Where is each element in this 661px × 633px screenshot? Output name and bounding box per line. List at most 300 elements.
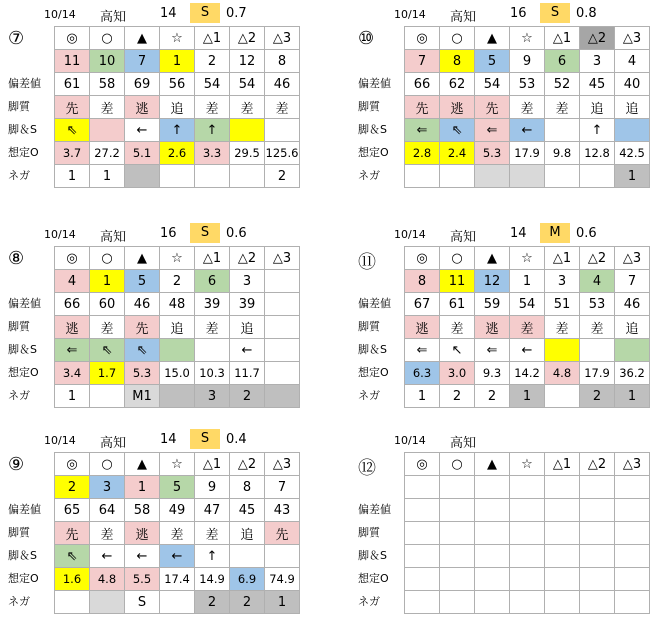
horse-number-cell: 3 [580,50,615,73]
arrow-cell [440,545,475,568]
odds-cell: 14.9 [195,568,230,591]
neg-cell [125,165,160,188]
arrow-cell [90,119,125,142]
symbol-cell: △1 [545,247,580,270]
style-cell: 差 [510,316,545,339]
neg-cell: 1 [615,165,650,188]
style-cell [265,316,300,339]
style-cell: 追 [160,96,195,119]
arrow-cell [405,545,440,568]
header-date: 10/14 [44,8,76,21]
neg-cell [580,591,615,614]
grid-row [405,96,650,119]
style-cell: 差 [545,96,580,119]
score-cell: 39 [195,293,230,316]
symbol-cell: ▲ [125,453,160,476]
odds-cell: 6.3 [405,362,440,385]
neg-cell [475,165,510,188]
horse-number-cell: 7 [265,476,300,499]
grid-row [405,591,650,614]
symbol-cell: ☆ [160,27,195,50]
symbol-cell: ○ [90,453,125,476]
header-ratio: 0.6 [576,226,597,241]
horse-number-cell: 1 [510,270,545,293]
symbol-cell: △3 [265,27,300,50]
arrow-cell: ⇐ [475,339,510,362]
neg-cell [405,165,440,188]
grid-row [55,316,300,339]
arrow-cell [545,545,580,568]
score-cell: 54 [230,73,265,96]
style-cell: 差 [160,522,195,545]
style-cell: 先 [265,522,300,545]
horse-number-cell [615,476,650,499]
score-cell: 66 [55,293,90,316]
symbol-cell: △1 [195,453,230,476]
style-cell: 追 [615,316,650,339]
symbol-cell: △3 [615,27,650,50]
header-ratio: 0.8 [576,6,597,21]
arrow-cell [195,339,230,362]
grid-row [55,270,300,293]
neg-cell [545,165,580,188]
neg-cell: 2 [195,591,230,614]
race-panel [8,222,318,427]
row-label: ネガ [358,389,380,402]
score-cell: 53 [580,293,615,316]
neg-cell: 1 [510,385,545,408]
arrow-cell: ⇖ [55,119,90,142]
label-spacer [358,475,404,498]
neg-cell: S [125,591,160,614]
horse-number-cell [405,476,440,499]
header-ratio: 0.7 [226,6,247,21]
odds-cell: 4.8 [545,362,580,385]
style-cell [510,522,545,545]
style-cell: 差 [195,96,230,119]
label-spacer [8,246,54,269]
header-count: 16 [160,226,177,241]
arrow-cell: ↑ [195,545,230,568]
odds-cell: 74.9 [265,568,300,591]
neg-cell [90,385,125,408]
label-spacer [8,475,54,498]
style-cell: 追 [615,96,650,119]
horse-number-cell: 12 [230,50,265,73]
odds-cell: 9.8 [545,142,580,165]
odds-cell: 2.8 [405,142,440,165]
grid-row [55,499,300,522]
odds-cell [475,568,510,591]
header-date: 10/14 [394,434,426,447]
odds-cell: 12.8 [580,142,615,165]
race-panel [358,222,661,427]
style-cell: 先 [125,316,160,339]
grid-row [55,568,300,591]
neg-cell [440,165,475,188]
horse-number-cell: 3 [230,270,265,293]
header-date: 10/14 [394,8,426,21]
score-cell: 49 [160,499,195,522]
grid-row [55,293,300,316]
style-cell: 追 [580,96,615,119]
odds-cell: 5.3 [125,362,160,385]
grid-row [405,50,650,73]
grid-row [405,522,650,545]
header-venue: 高知 [100,230,127,245]
style-cell: 差 [545,316,580,339]
style-cell: 差 [90,316,125,339]
row-label: 脚質 [8,320,30,333]
neg-cell: 2 [475,385,510,408]
row-labels [358,246,404,407]
score-cell [615,499,650,522]
style-cell: 差 [195,522,230,545]
row-labels [8,452,54,613]
horse-number-cell: 5 [125,270,160,293]
neg-cell: 2 [440,385,475,408]
row-label: 脚質 [8,526,30,539]
symbol-cell: ▲ [475,247,510,270]
row-label: 脚＆S [358,549,387,562]
race-grid [404,26,650,188]
arrow-cell [510,545,545,568]
grid-row [55,142,300,165]
symbol-cell: ▲ [475,27,510,50]
neg-cell [545,385,580,408]
symbol-cell: ◎ [55,247,90,270]
style-cell: 追 [230,522,265,545]
header-count: 14 [510,226,527,241]
neg-cell [160,591,195,614]
horse-number-cell: 9 [195,476,230,499]
score-cell [475,499,510,522]
grid-row [405,362,650,385]
symbol-cell: △1 [545,27,580,50]
score-cell: 45 [580,73,615,96]
grid-row [55,362,300,385]
style-cell [440,522,475,545]
horse-number-cell: 4 [615,50,650,73]
row-label: 脚＆S [8,549,37,562]
arrow-cell [265,119,300,142]
grid-row [55,165,300,188]
neg-cell: 2 [230,385,265,408]
race-panel [358,2,661,207]
symbol-cell: ○ [90,247,125,270]
neg-cell [90,591,125,614]
symbol-cell: ▲ [475,453,510,476]
horse-number-cell: 6 [195,270,230,293]
symbol-cell: ○ [440,453,475,476]
symbol-cell: △3 [615,453,650,476]
grid-row [55,591,300,614]
score-cell: 39 [230,293,265,316]
odds-cell: 2.4 [440,142,475,165]
odds-cell: 1.7 [90,362,125,385]
score-cell: 46 [265,73,300,96]
neg-cell [265,385,300,408]
grid-row [55,119,300,142]
label-spacer [8,26,54,49]
row-label: ネガ [8,169,30,182]
neg-cell: 1 [405,385,440,408]
odds-cell [440,568,475,591]
header-ratio: 0.4 [226,432,247,447]
symbol-cell: ○ [440,247,475,270]
row-label: 偏差値 [358,297,391,310]
arrow-cell: ← [125,545,160,568]
arrow-cell: ← [510,119,545,142]
style-cell [545,522,580,545]
horse-number-cell: 4 [580,270,615,293]
arrow-cell: ⇖ [125,339,160,362]
row-label: 脚質 [358,100,380,113]
race-panel [8,428,318,633]
symbol-cell: △3 [265,247,300,270]
odds-cell: 17.9 [580,362,615,385]
row-label: 偏差値 [358,77,391,90]
neg-cell [405,591,440,614]
header-pace [540,429,570,449]
style-cell [405,522,440,545]
arrow-cell [230,545,265,568]
arrow-cell: ↑ [580,119,615,142]
score-cell: 43 [265,499,300,522]
style-cell: 逃 [55,316,90,339]
label-spacer [358,49,404,72]
panel-header [8,428,318,450]
horse-number-cell: 4 [55,270,90,293]
grid-row [405,119,650,142]
horse-number-cell: 7 [125,50,160,73]
row-label: 脚＆S [8,343,37,356]
neg-cell: 1 [90,165,125,188]
odds-cell: 15.0 [160,362,195,385]
score-cell: 62 [440,73,475,96]
row-label: 偏差値 [8,77,41,90]
arrow-cell [615,119,650,142]
row-label: 脚＆S [8,123,37,136]
horse-number-cell: 9 [510,50,545,73]
symbol-cell: ▲ [125,27,160,50]
style-cell: 追 [230,316,265,339]
row-label: 偏差値 [8,503,41,516]
row-label: 脚質 [358,320,380,333]
odds-cell: 27.2 [90,142,125,165]
score-cell: 51 [545,293,580,316]
grid-row [405,165,650,188]
race-panel [358,428,661,633]
horse-number-cell: 8 [265,50,300,73]
odds-cell: 3.0 [440,362,475,385]
row-label: 脚質 [358,526,380,539]
odds-cell: 11.7 [230,362,265,385]
grid-row [55,476,300,499]
odds-cell: 10.3 [195,362,230,385]
race-grid [54,452,300,614]
neg-cell: 1 [55,385,90,408]
arrow-cell: ⇖ [90,339,125,362]
horse-number-cell [580,476,615,499]
grid-row [55,453,300,476]
row-label: ネガ [358,169,380,182]
score-cell [545,499,580,522]
row-label: 想定O [8,572,39,585]
neg-cell [475,591,510,614]
horse-number-cell: 10 [90,50,125,73]
race-panel [8,2,318,207]
arrow-cell [160,339,195,362]
score-cell: 47 [195,499,230,522]
grid-row [405,247,650,270]
header-date: 10/14 [44,434,76,447]
grid-row [405,476,650,499]
symbol-cell: △1 [195,247,230,270]
row-label: 脚＆S [358,343,387,356]
race-grid [54,26,300,188]
score-cell [265,293,300,316]
grid-row [405,270,650,293]
symbol-cell: △2 [580,247,615,270]
odds-cell [405,568,440,591]
odds-cell [265,362,300,385]
horse-number-cell: 1 [90,270,125,293]
style-cell: 逃 [440,96,475,119]
style-cell [475,522,510,545]
symbol-cell: △2 [230,27,265,50]
score-cell [580,499,615,522]
row-label: ネガ [358,595,380,608]
race-number: ⑫ [358,458,376,479]
neg-cell: 1 [615,385,650,408]
score-cell [440,499,475,522]
horse-number-cell: 5 [160,476,195,499]
panel-header [8,222,318,244]
header-count: 14 [160,432,177,447]
symbol-cell: ◎ [55,27,90,50]
panel-header [358,428,661,450]
race-number: ⑨ [8,454,25,475]
symbol-cell: ☆ [510,247,545,270]
odds-cell: 4.8 [90,568,125,591]
label-spacer [358,246,404,269]
odds-cell [545,568,580,591]
arrow-cell: ↑ [195,119,230,142]
label-spacer [358,26,404,49]
score-cell: 66 [405,73,440,96]
header-pace: M [540,223,570,243]
neg-cell: 2 [230,591,265,614]
symbol-cell: △3 [265,453,300,476]
grid-row [405,293,650,316]
style-cell [580,522,615,545]
arrow-cell [545,339,580,362]
race-number: ⑦ [8,28,25,49]
horse-number-cell: 7 [615,270,650,293]
neg-cell [440,591,475,614]
symbol-cell: △3 [615,247,650,270]
header-count: 16 [510,6,527,21]
grid-row [55,247,300,270]
arrow-cell: ← [510,339,545,362]
horse-number-cell [510,476,545,499]
symbol-cell: ☆ [510,27,545,50]
score-cell: 46 [125,293,160,316]
score-cell: 46 [615,293,650,316]
score-cell: 48 [160,293,195,316]
horse-number-cell [545,476,580,499]
horse-number-cell: 11 [440,270,475,293]
header-venue: 高知 [100,436,127,451]
symbol-cell: ○ [90,27,125,50]
odds-cell: 9.3 [475,362,510,385]
score-cell: 67 [405,293,440,316]
grid-row [55,522,300,545]
horse-number-cell: 3 [545,270,580,293]
race-grid [404,452,650,614]
score-cell: 52 [545,73,580,96]
style-cell: 先 [55,96,90,119]
odds-cell: 29.5 [230,142,265,165]
odds-cell: 17.9 [510,142,545,165]
neg-cell [195,165,230,188]
arrow-cell: ← [160,545,195,568]
odds-cell [510,568,545,591]
neg-cell [545,591,580,614]
arrow-cell: ← [90,545,125,568]
odds-cell: 42.5 [615,142,650,165]
grid-row [405,339,650,362]
score-cell: 45 [230,499,265,522]
horse-number-cell: 3 [90,476,125,499]
score-cell [405,499,440,522]
arrow-cell [580,545,615,568]
style-cell: 逃 [125,96,160,119]
odds-cell: 5.5 [125,568,160,591]
horse-number-cell: 2 [195,50,230,73]
neg-cell [230,165,265,188]
horse-number-cell: 8 [230,476,265,499]
panel-header [8,2,318,24]
score-cell: 59 [475,293,510,316]
grid-row [55,339,300,362]
odds-cell: 6.9 [230,568,265,591]
grid-row [405,453,650,476]
arrow-cell: ⇐ [405,339,440,362]
style-cell: 先 [55,522,90,545]
neg-cell [510,591,545,614]
style-cell: 先 [475,96,510,119]
score-cell: 54 [510,293,545,316]
horse-number-cell: 2 [55,476,90,499]
neg-cell: 2 [580,385,615,408]
grid-row [55,96,300,119]
horse-number-cell: 11 [55,50,90,73]
arrow-cell: ↖ [440,339,475,362]
neg-cell: 1 [55,165,90,188]
row-labels [358,452,404,613]
symbol-cell: ○ [440,27,475,50]
horse-number-cell: 6 [545,50,580,73]
header-venue: 高知 [450,436,477,451]
symbol-cell: ☆ [160,453,195,476]
horse-number-cell: 8 [440,50,475,73]
odds-cell: 5.1 [125,142,160,165]
symbol-cell: △2 [580,453,615,476]
score-cell: 53 [510,73,545,96]
race-grid [404,246,650,408]
